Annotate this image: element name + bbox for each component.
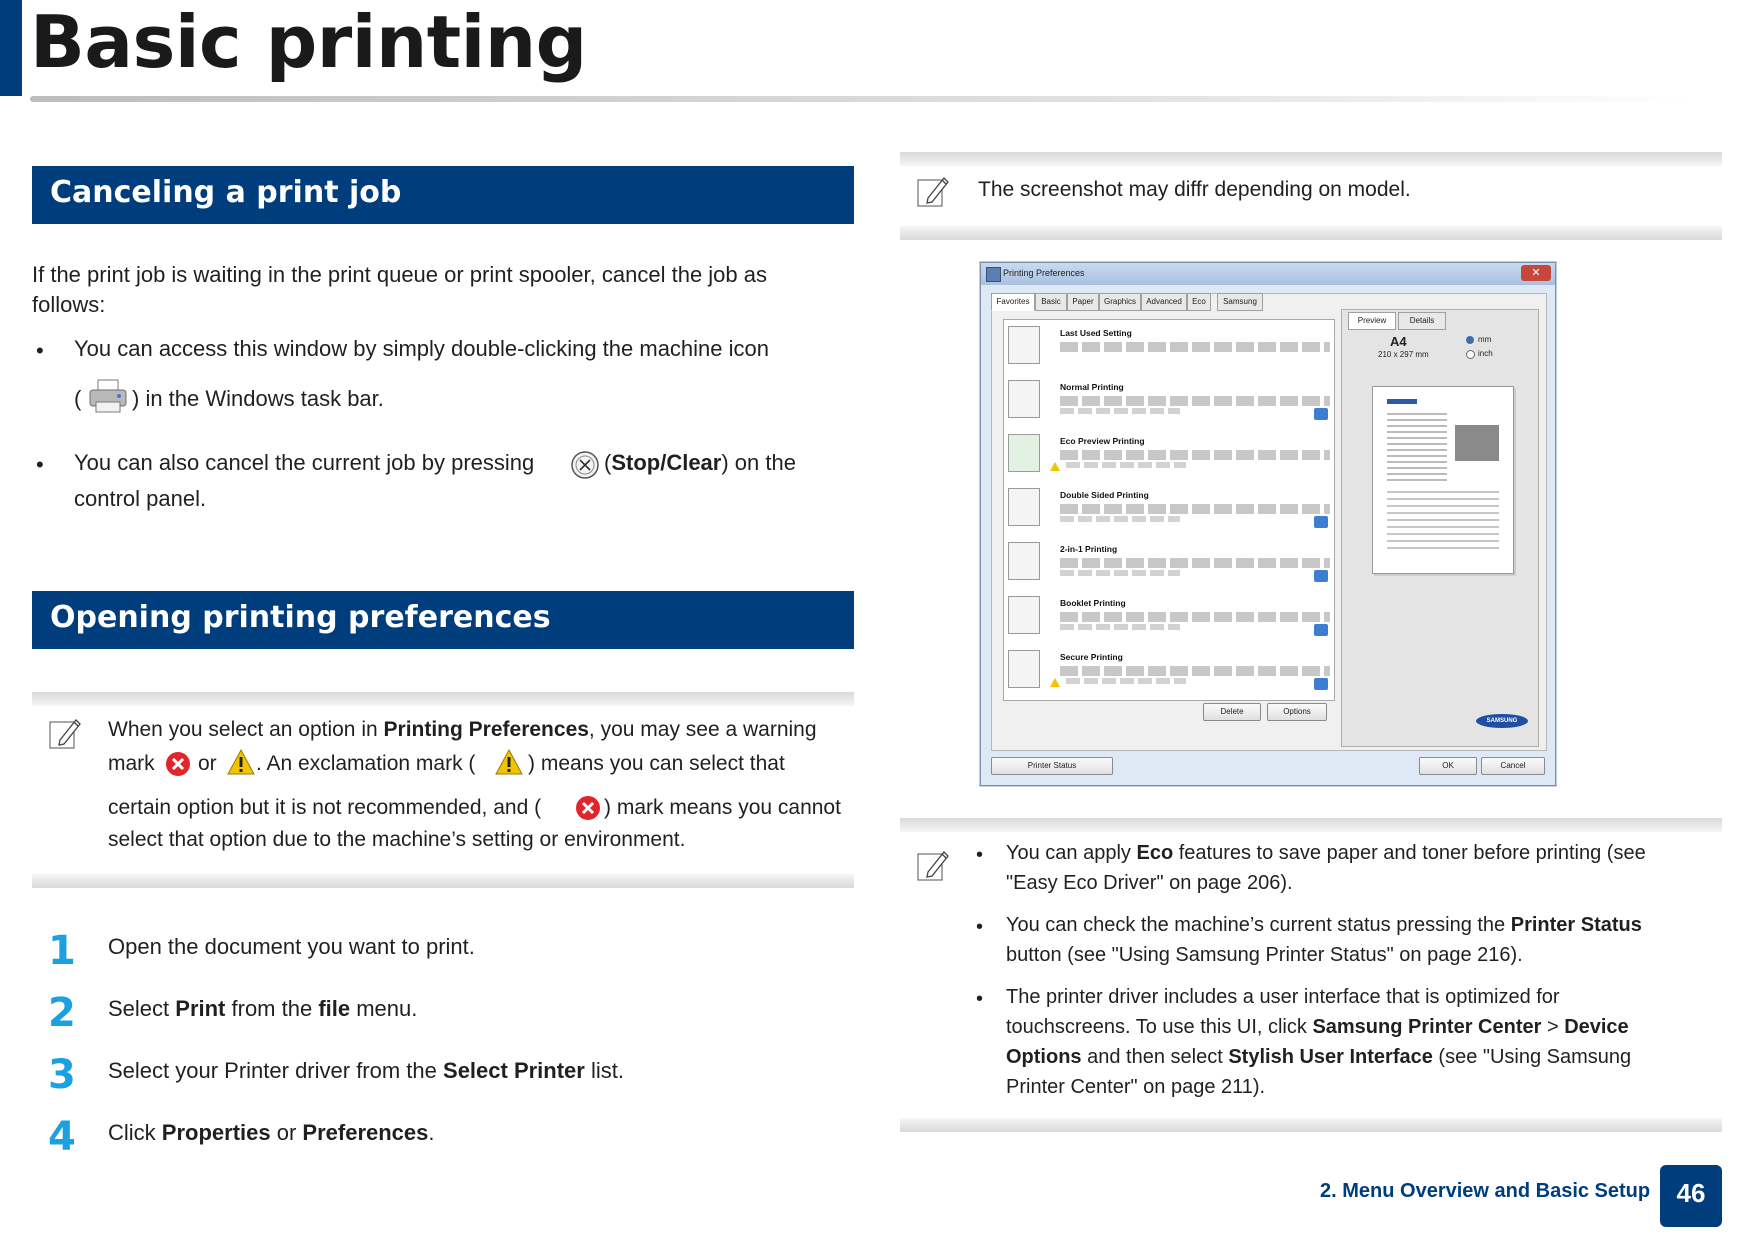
text-block bbox=[1387, 413, 1447, 483]
edit-favorite-icon[interactable] bbox=[1314, 678, 1328, 690]
error-x-icon bbox=[164, 750, 192, 778]
note-screenshot-differ: The screenshot may diffr depending on model. bbox=[978, 178, 1411, 201]
favorite-description bbox=[1060, 612, 1330, 622]
favorite-description bbox=[1060, 450, 1330, 460]
edit-favorite-icon[interactable] bbox=[1314, 624, 1328, 636]
status-note-line1: You can check the machine’s current status pressing the Printer Status bbox=[1006, 914, 1642, 936]
warning-icon bbox=[1050, 678, 1060, 687]
step-number: 3 bbox=[48, 1052, 76, 1098]
favorite-title: 2-in-1 Printing bbox=[1060, 544, 1118, 554]
step-text: Click Properties or Preferences. bbox=[108, 1120, 435, 1145]
tab-graphics[interactable]: Graphics bbox=[1099, 293, 1141, 311]
section-heading-canceling bbox=[32, 166, 854, 224]
section-heading-opening bbox=[32, 591, 854, 649]
bullet1-open: ( bbox=[74, 386, 82, 411]
bullet-marker: • bbox=[976, 988, 984, 1010]
bullet1-line2: ) in the Windows task bar. bbox=[132, 386, 384, 411]
image-block bbox=[1455, 425, 1499, 461]
favorite-title: Double Sided Printing bbox=[1060, 490, 1149, 500]
favorite-title: Last Used Setting bbox=[1060, 328, 1132, 338]
tab-advanced[interactable]: Advanced bbox=[1141, 293, 1187, 311]
radio-inch[interactable] bbox=[1466, 350, 1475, 359]
title-accent-bar bbox=[0, 0, 22, 96]
list-item[interactable] bbox=[1004, 320, 1334, 374]
error-x-icon bbox=[574, 794, 602, 822]
intro-line-1: If the print job is waiting in the print queue or print spooler, cancel the job as bbox=[32, 262, 767, 287]
intro-line-2: follows: bbox=[32, 292, 106, 317]
note-line-2-end: ) means you can select that bbox=[528, 752, 785, 775]
favorite-description bbox=[1060, 396, 1330, 406]
document-icon bbox=[1008, 326, 1040, 364]
printing-preferences-screenshot bbox=[980, 262, 1556, 786]
footer-chapter: 2. Menu Overview and Basic Setup bbox=[1320, 1180, 1651, 1202]
page-title: Basic printing bbox=[30, 0, 587, 84]
duplex-document-icon bbox=[1008, 488, 1040, 526]
note-pencil-icon bbox=[916, 172, 950, 210]
tab-eco[interactable]: Eco bbox=[1187, 293, 1211, 311]
document-icon bbox=[1008, 380, 1040, 418]
tab-details[interactable]: Details bbox=[1398, 312, 1446, 330]
cancel-button[interactable]: Cancel bbox=[1481, 757, 1545, 775]
favorite-title: Normal Printing bbox=[1060, 382, 1124, 392]
step-number: 2 bbox=[48, 990, 76, 1036]
bullet-marker: • bbox=[976, 844, 984, 866]
note-line-2-pre: mark bbox=[108, 752, 155, 775]
dialog-close-button[interactable]: ✕ bbox=[1521, 265, 1551, 281]
step-text: Open the document you want to print. bbox=[108, 934, 475, 959]
text-block bbox=[1387, 491, 1499, 551]
eco-note-line1: You can apply Eco features to save paper and toner before printing (see bbox=[1006, 842, 1646, 864]
favorite-title: Eco Preview Printing bbox=[1060, 436, 1145, 446]
dialog-titlebar bbox=[981, 263, 1555, 285]
delete-button[interactable]: Delete bbox=[1203, 703, 1261, 721]
printer-status-button[interactable]: Printer Status bbox=[991, 757, 1113, 775]
title-divider bbox=[30, 96, 1690, 102]
note-top-bar bbox=[900, 818, 1722, 832]
favorite-description bbox=[1060, 666, 1330, 676]
printer-icon bbox=[86, 376, 130, 416]
step-number: 4 bbox=[48, 1114, 76, 1160]
bullet-marker: • bbox=[976, 916, 984, 938]
printer-app-icon bbox=[986, 267, 1001, 282]
section-heading-text: Opening printing preferences bbox=[50, 600, 551, 635]
list-item[interactable] bbox=[1004, 644, 1334, 698]
tab-basic[interactable]: Basic bbox=[1035, 293, 1067, 311]
list-item[interactable] bbox=[1004, 536, 1334, 590]
note-bottom-bar bbox=[900, 226, 1722, 240]
note-pencil-icon bbox=[916, 846, 950, 884]
list-item[interactable] bbox=[1004, 374, 1334, 428]
tab-paper[interactable]: Paper bbox=[1067, 293, 1099, 311]
bullet2-pre: You can also cancel the current job by pressing bbox=[74, 450, 535, 475]
note-bottom-bar bbox=[900, 1118, 1722, 1132]
page-preview-thumbnail bbox=[1372, 386, 1514, 574]
stop-clear-icon bbox=[570, 450, 600, 480]
paper-dimensions: 210 x 297 mm bbox=[1378, 350, 1429, 359]
note-bottom-bar bbox=[32, 874, 854, 888]
step-number: 1 bbox=[48, 928, 76, 974]
favorites-list bbox=[1003, 319, 1335, 701]
list-item[interactable] bbox=[1004, 482, 1334, 536]
dialog-title: Printing Preferences bbox=[1003, 268, 1085, 278]
warning-icon bbox=[1050, 462, 1060, 471]
tab-preview[interactable]: Preview bbox=[1348, 312, 1396, 330]
eco-note-line2: "Easy Eco Driver" on page 206). bbox=[1006, 872, 1293, 894]
eco-document-icon bbox=[1008, 434, 1040, 472]
warning-icon bbox=[494, 748, 524, 776]
edit-favorite-icon[interactable] bbox=[1314, 570, 1328, 582]
preview-panel bbox=[1341, 309, 1539, 747]
edit-favorite-icon[interactable] bbox=[1314, 516, 1328, 528]
note-line-1: When you select an option in Printing Preferences, you may see a warning bbox=[108, 718, 817, 741]
bullet2-line2: control panel. bbox=[74, 486, 207, 511]
radio-mm[interactable] bbox=[1466, 336, 1474, 344]
favorite-description bbox=[1060, 624, 1180, 630]
favorite-title: Secure Printing bbox=[1060, 652, 1123, 662]
step-text: Select Print from the file menu. bbox=[108, 996, 418, 1021]
warning-icon bbox=[226, 748, 256, 776]
samsung-logo: SAMSUNG bbox=[1476, 714, 1528, 728]
bullet1-line1: You can access this window by simply double-clicking the machine icon bbox=[74, 336, 769, 361]
lock-document-icon bbox=[1008, 650, 1040, 688]
tab-samsung[interactable]: Samsung bbox=[1217, 293, 1263, 311]
unit-mm-label: mm bbox=[1478, 335, 1492, 344]
favorite-description bbox=[1060, 570, 1180, 576]
tab-favorites[interactable]: Favorites bbox=[991, 293, 1035, 311]
ui-note-line4: Printer Center" on page 211). bbox=[1006, 1076, 1266, 1098]
two-up-document-icon bbox=[1008, 542, 1040, 580]
favorite-description bbox=[1060, 342, 1330, 352]
status-note-line2: button (see "Using Samsung Printer Status" on page 216). bbox=[1006, 944, 1523, 966]
page-number: 46 bbox=[1660, 1165, 1722, 1227]
favorite-description bbox=[1066, 462, 1186, 468]
list-item[interactable] bbox=[1004, 428, 1334, 482]
ui-note-line3: Options and then select Stylish User Interface (see "Using Samsung bbox=[1006, 1046, 1632, 1068]
note-line-4: select that option due to the machine’s setting or environment. bbox=[108, 828, 686, 851]
ui-note-line1: The printer driver includes a user interface that is optimized for bbox=[1006, 986, 1560, 1008]
note-pencil-icon bbox=[48, 714, 82, 752]
favorite-description bbox=[1060, 516, 1180, 522]
section-heading-text: Canceling a print job bbox=[50, 175, 402, 210]
favorite-description bbox=[1060, 504, 1330, 514]
favorite-description bbox=[1066, 678, 1186, 684]
options-button[interactable]: Options bbox=[1267, 703, 1327, 721]
note-line-3-post: ) mark means you cannot bbox=[604, 796, 841, 819]
list-item[interactable] bbox=[1004, 590, 1334, 644]
unit-inch-label: inch bbox=[1478, 349, 1493, 358]
booklet-document-icon bbox=[1008, 596, 1040, 634]
logo-mark bbox=[1387, 399, 1417, 404]
note-top-bar bbox=[32, 692, 854, 706]
paper-size: A4 bbox=[1390, 334, 1407, 349]
favorite-title: Booklet Printing bbox=[1060, 598, 1126, 608]
note-line-3-pre: certain option but it is not recommended, and ( bbox=[108, 796, 542, 819]
bullet-marker: • bbox=[36, 338, 44, 363]
ui-note-line2: touchscreens. To use this UI, click Samsung Printer Center > Device bbox=[1006, 1016, 1629, 1038]
ok-button[interactable]: OK bbox=[1419, 757, 1477, 775]
favorite-description bbox=[1060, 408, 1180, 414]
note-line-2-post: . An exclamation mark ( bbox=[256, 752, 476, 775]
step-text: Select your Printer driver from the Select Printer list. bbox=[108, 1058, 624, 1083]
bullet-marker: • bbox=[36, 452, 44, 477]
bullet2-tail: (Stop/Clear) on the bbox=[604, 450, 796, 475]
favorite-description bbox=[1060, 558, 1330, 568]
note-top-bar bbox=[900, 152, 1722, 166]
edit-favorite-icon[interactable] bbox=[1314, 408, 1328, 420]
note-line-2-or: or bbox=[198, 752, 217, 775]
